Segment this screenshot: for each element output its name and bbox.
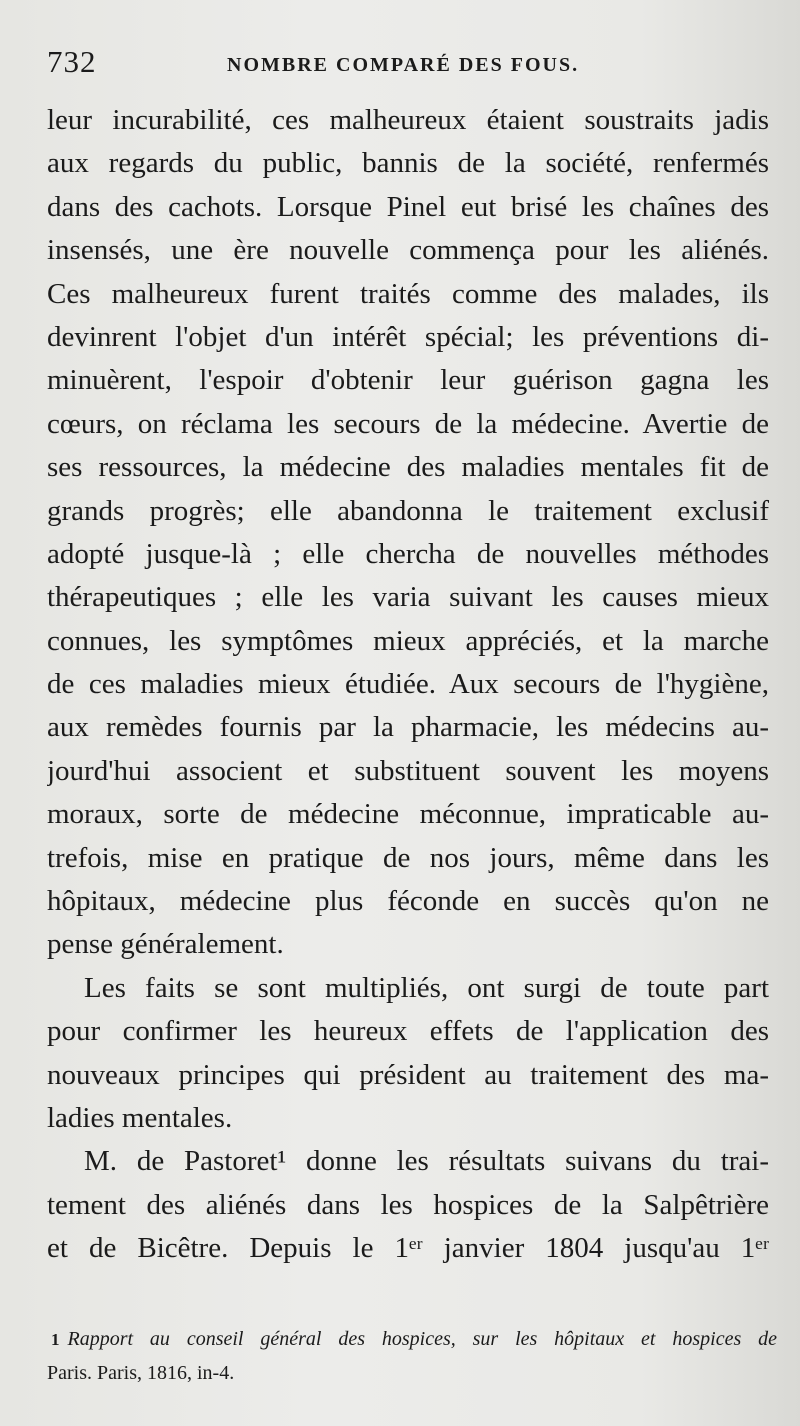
footnote [47, 1322, 777, 1390]
text-line: tement des aliénés dans les hospices de la Salpêtrière [47, 1188, 769, 1221]
page-header [47, 44, 772, 84]
text-line: dans des cachots. Lorsque Pinel eut brisé les chaînes des [47, 190, 769, 223]
body-text [47, 99, 769, 1271]
page-number: 732 [47, 44, 97, 79]
text-line: jourd'hui associent et substituent souvent les moyens [47, 754, 769, 787]
text-line: pense généralement. [47, 928, 284, 961]
text-line: grands progrès; elle abandonna le traitement exclusif [47, 494, 769, 527]
footnote-line: Paris. Paris, 1816, in-4. [47, 1362, 235, 1384]
text-line: adopté jusque-là ; elle chercha de nouvelles méthodes [47, 537, 769, 570]
running-head: NOMBRE COMPARÉ DES FOUS. [227, 54, 580, 76]
footnote-text: Rapport au conseil général des hospices, sur les hôpitaux et hospices de [67, 1328, 777, 1350]
text-line: leur incurabilité, ces malheureux étaient soustraits jadis [47, 104, 769, 136]
text-line: de ces maladies mieux étudiée. Aux secours de l'hygiène, [47, 668, 769, 701]
text-line: aux remèdes fournis par la pharmacie, les médecins au- [47, 711, 769, 744]
text-line: cœurs, on réclama les secours de la médecine. Avertie de [47, 407, 769, 440]
text-line: et de Bicêtre. Depuis le 1ᵉʳ janvier 1804 jusqu'au 1ᵉʳ [47, 1232, 769, 1265]
text-line: minuèrent, l'espoir d'obtenir leur guérison gagna les [47, 364, 769, 397]
text-line: devinrent l'objet d'un intérêt spécial; les préventions di- [47, 320, 769, 353]
text-line: ses ressources, la médecine des maladies mentales fit de [47, 451, 769, 484]
text-line: aux regards du public, bannis de la société, renfermés [47, 147, 769, 180]
text-line: thérapeutiques ; elle les varia suivant les causes mieux [47, 581, 769, 614]
text-line: trefois, mise en pratique de nos jours, même dans les [47, 841, 769, 874]
text-line: Ces malheureux furent traités comme des malades, ils [47, 277, 769, 310]
footnote-marker: 1 [51, 1330, 60, 1349]
text-line: Les faits se sont multipliés, ont surgi de toute part [84, 971, 769, 1004]
text-line: ladies mentales. [47, 1101, 233, 1134]
footnote-line [47, 1322, 777, 1356]
text-line: moraux, sorte de médecine méconnue, impraticable au- [47, 798, 769, 831]
text-line: connues, les symptômes mieux appréciés, et la marche [47, 624, 769, 657]
text-line: nouveaux principes qui président au traitement des ma- [47, 1058, 769, 1091]
text-line: pour confirmer les heureux effets de l'application des [47, 1015, 769, 1048]
text-line: M. de Pastoret¹ donne les résultats suivans du trai- [84, 1145, 769, 1178]
text-line: insensés, une ère nouvelle commença pour les aliénés. [47, 234, 769, 267]
text-line: hôpitaux, médecine plus féconde en succès qu'on ne [47, 885, 769, 918]
